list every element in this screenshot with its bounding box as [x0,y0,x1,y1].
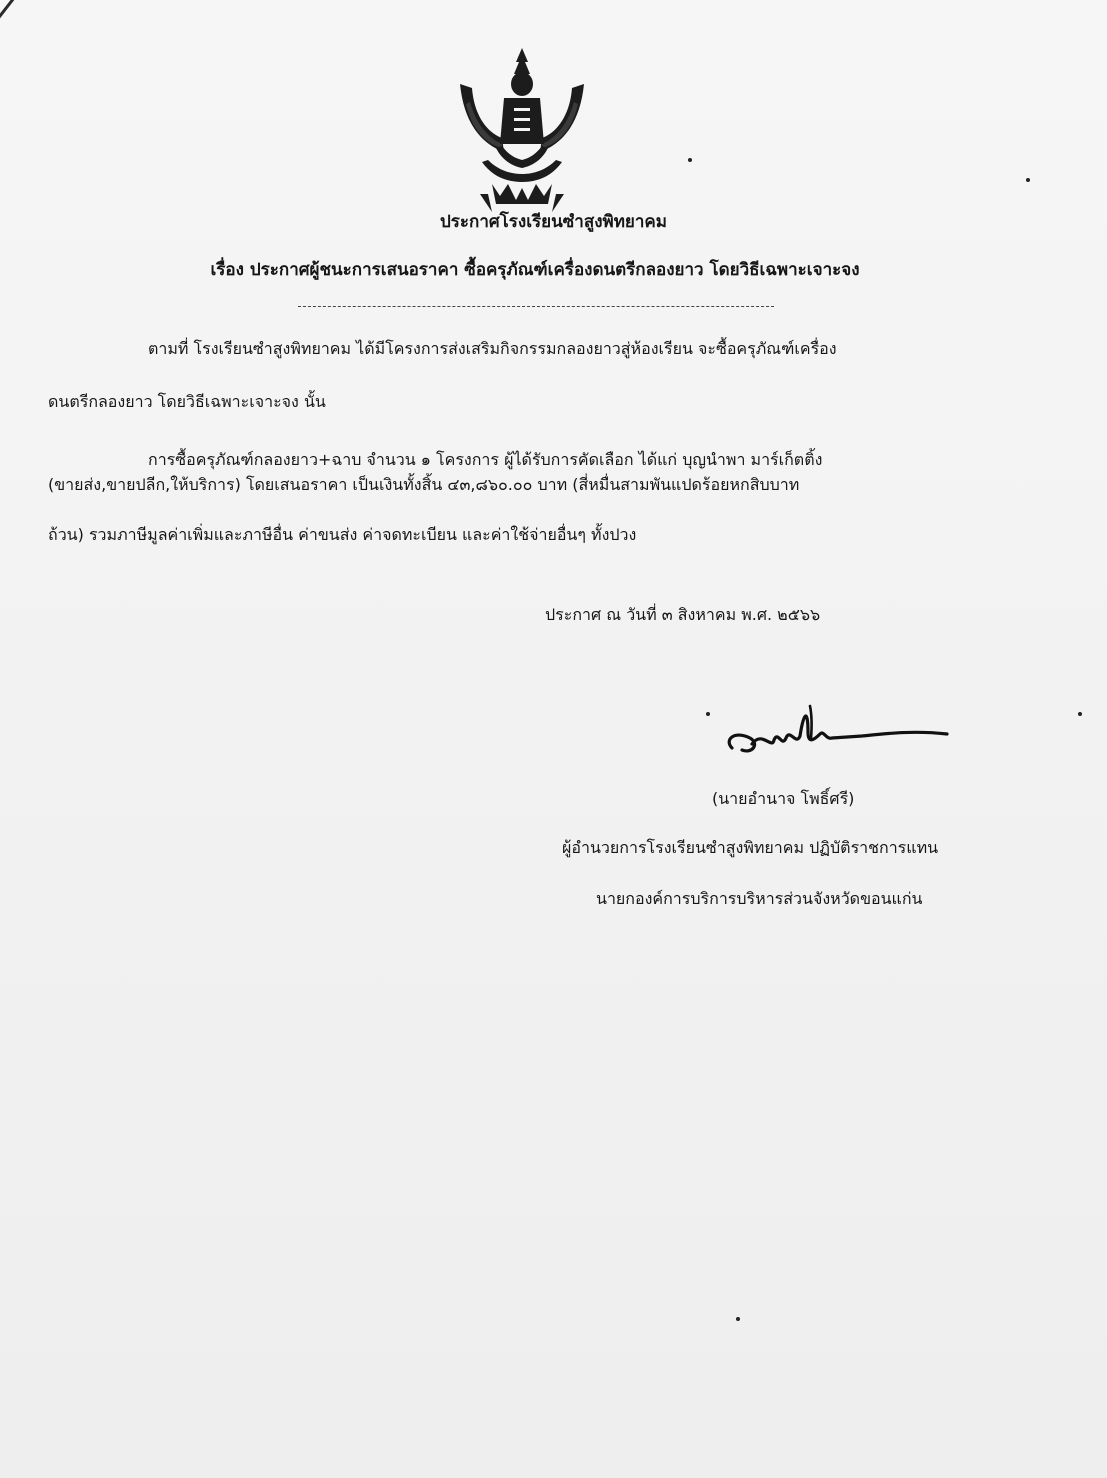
scan-speck [736,1317,740,1321]
handwritten-signature [712,700,957,770]
signer-position-line-1: ผู้อำนวยการโรงเรียนซำสูงพิทยาคม ปฏิบัติราชการแทน [562,838,939,857]
corner-scan-line [0,0,67,42]
scan-speck [706,712,710,716]
paragraph-2-line-1: การซื้อครุภัณฑ์กลองยาว+ฉาบ จำนวน ๑ โครงการ ผู้ได้รับการคัดเลือก ได้แก่ บุญนำพา มาร์เก็ตติ้ง [148,450,823,469]
signer-name: (นายอำนาจ โพธิ์ศรี) [712,789,855,808]
announcement-title: ประกาศโรงเรียนซำสูงพิทยาคม [439,212,668,232]
garuda-emblem-icon [452,44,592,214]
scan-speck [1078,712,1082,716]
separator-line [298,306,774,307]
paragraph-1-line-2: ดนตรีกลองยาว โดยวิธีเฉพาะเจาะจง นั้น [48,392,326,411]
scan-speck [1026,178,1030,182]
scan-speck [688,158,692,162]
paragraph-2-line-3: ถ้วน) รวมภาษีมูลค่าเพิ่มและภาษีอื่น ค่าขนส่ง ค่าจดทะเบียน และค่าใช้จ่ายอื่นๆ ทั้งปวง [48,525,637,544]
announcement-date: ประกาศ ณ วันที่ ๓ สิงหาคม พ.ศ. ๒๕๖๖ [545,605,821,624]
paragraph-2-line-2: (ขายส่ง,ขายปลีก,ให้บริการ) โดยเสนอราคา เป็นเงินทั้งสิ้น ๔๓,๘๖๐.๐๐ บาท (สี่หมื่นสามพันแปดร้อยหกสิบบาท [48,475,800,494]
signer-position-line-2: นายกองค์การบริการบริหารส่วนจังหวัดขอนแก่น [596,889,923,908]
paragraph-1-line-1: ตามที่ โรงเรียนซำสูงพิทยาคม ได้มีโครงการส่งเสริมกิจกรรมกลองยาวสู่ห้องเรียน จะซื้อครุภัณฑ์เครื่อง [148,339,837,358]
announcement-subject: เรื่อง ประกาศผู้ชนะการเสนอราคา ซื้อครุภัณฑ์เครื่องดนตรีกลองยาว โดยวิธีเฉพาะเจาะจง [210,260,860,280]
